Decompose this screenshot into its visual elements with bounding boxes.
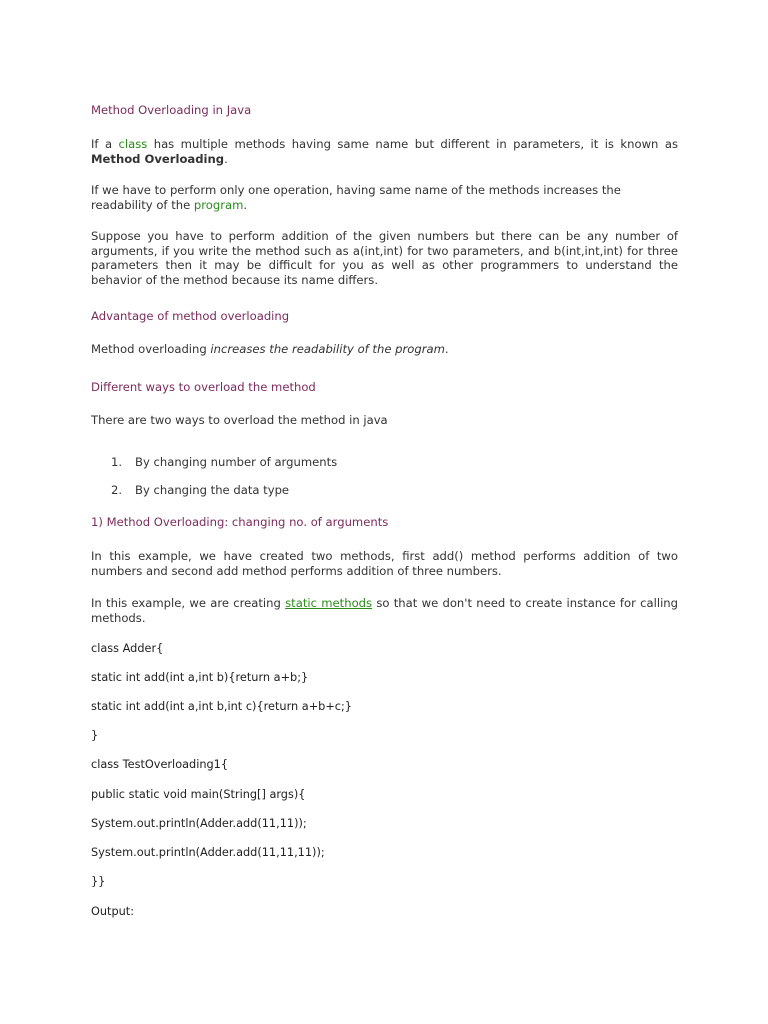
page-title: Method Overloading in Java — [91, 103, 252, 117]
example-paragraph: In this example, we have created two methods, first add() method performs addition of two numbers and second add method performs addition of three numbers. — [91, 549, 678, 578]
intro-paragraph — [91, 137, 678, 166]
intro-text-end: . — [224, 151, 228, 166]
readability-text: If we have to perform only one operation, having same name of the methods increases the readability of the — [91, 183, 621, 212]
intro-text-middle: has multiple methods having same name but different in parameters, it is known as — [147, 137, 678, 151]
code-line: class Adder{ — [91, 642, 164, 655]
list-item-text: By changing number of arguments — [135, 455, 338, 469]
ways-heading: Different ways to overload the method — [91, 380, 316, 394]
program-link[interactable]: program — [193, 197, 244, 212]
static-paragraph — [91, 596, 678, 625]
intro-text-start: If a — [91, 137, 119, 151]
readability-paragraph — [91, 183, 678, 212]
advantage-emphasis: increases the readability of the program — [210, 342, 445, 356]
output-label: Output: — [91, 905, 135, 918]
code-line: class TestOverloading1{ — [91, 758, 229, 771]
code-line: public static void main(String[] args){ — [91, 788, 306, 801]
code-line: System.out.println(Adder.add(11,11)); — [91, 817, 307, 830]
code-line: } — [91, 729, 99, 742]
static-text-end: so that we don't need to create instance for calling methods. — [91, 596, 678, 625]
static-text: In this example, we are creating — [91, 596, 286, 610]
code-line: System.out.println(Adder.add(11,11,11)); — [91, 846, 325, 859]
list-item — [111, 483, 289, 498]
list-item — [111, 455, 337, 470]
method-overloading-term: Method Overloading — [91, 151, 225, 166]
list-item-text: By changing the data type — [135, 483, 290, 497]
ways-intro: There are two ways to overload the method in java — [91, 413, 388, 427]
advantage-heading: Advantage of method overloading — [91, 309, 290, 323]
code-line: static int add(int a,int b){return a+b;} — [91, 671, 309, 684]
section1-heading: 1) Method Overloading: changing no. of arguments — [91, 515, 389, 529]
class-link[interactable]: class — [118, 137, 148, 151]
advantage-text-end: . — [444, 342, 449, 356]
code-line: static int add(int a,int b,int c){return a+b+c;} — [91, 700, 352, 713]
list-number: 2. — [111, 483, 123, 497]
list-number: 1. — [111, 455, 123, 469]
advantage-paragraph — [91, 342, 678, 357]
readability-text-end: . — [243, 197, 248, 212]
static-methods-link[interactable]: static methods — [285, 596, 373, 610]
advantage-text: Method overloading — [91, 342, 211, 356]
suppose-paragraph: Suppose you have to perform addition of the given numbers but there can be any number of arguments, if you write the method such as a(int,int) for two parameters, and b(int,int,int) for three parameters then it may be difficult for you as well as other programmers to understand the behavior of the method because its name differs. — [91, 229, 678, 287]
code-line: }} — [91, 875, 106, 888]
